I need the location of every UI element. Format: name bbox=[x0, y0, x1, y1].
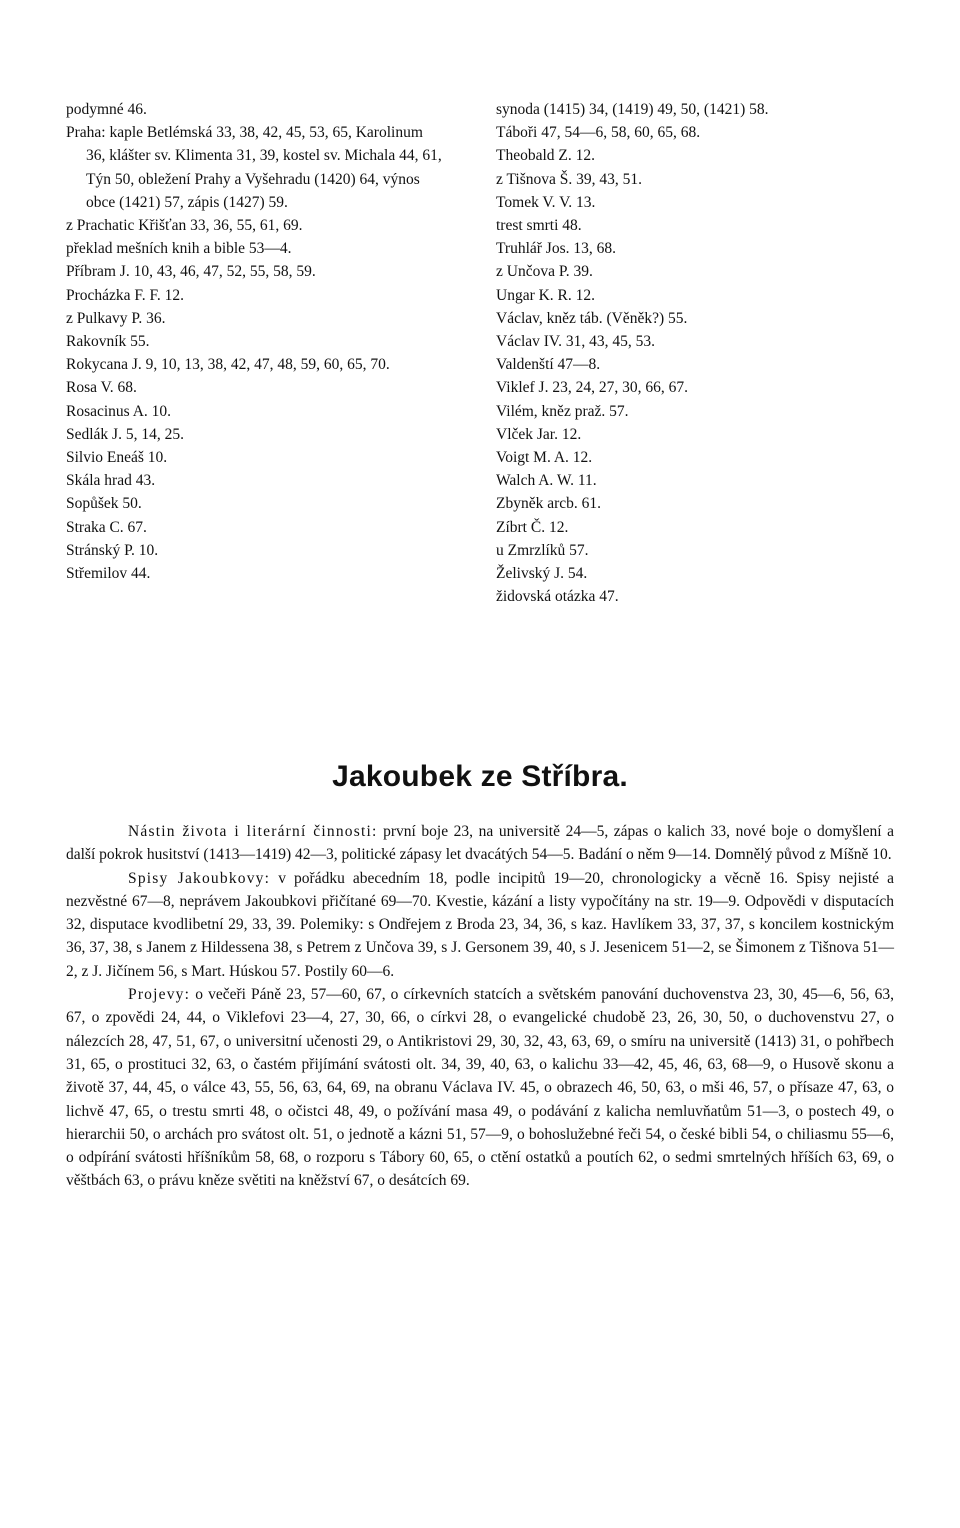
index-entry: Vlček Jar. 12. bbox=[496, 425, 582, 443]
index-entry: Rosa V. 68. bbox=[66, 379, 137, 397]
index-entry: synoda (1415) 34, (1419) 49, 50, (1421) 58. bbox=[496, 101, 769, 118]
index-entry: Theobald Z. 12. bbox=[496, 147, 596, 165]
paragraph-views bbox=[66, 983, 894, 1193]
index-entry: Silvio Eneáš 10. bbox=[66, 449, 168, 467]
index-entry: Rokycana J. 9, 10, 13, 38, 42, 47, 48, 59, 60, 65, 70. bbox=[66, 356, 390, 374]
index-entry: Sedlák J. 5, 14, 25. bbox=[66, 425, 184, 443]
index-entry: Václav IV. 31, 43, 45, 53. bbox=[496, 333, 655, 351]
index-column-right bbox=[496, 98, 916, 608]
paragraph-text: první boje 23, na universitě 24—5, zápas o kalich 33, nové boje o domyšlení a další pokrok husitství (1413—1419) 42—3, politické zápasy let dvacátých 54—5. Badání o něm 9—14. Domnělý původ z Míšně 10. bbox=[66, 823, 895, 864]
index-entry: Střemilov 44. bbox=[66, 565, 151, 583]
index-entry: Straka C. 67. bbox=[66, 518, 147, 536]
index-entry: Václav, kněz táb. (Věněk?) 55. bbox=[496, 309, 688, 327]
paragraph-writings bbox=[66, 867, 894, 983]
index-entry: Stránský P. 10. bbox=[66, 541, 159, 559]
index-entry: Zíbrt Č. 12. bbox=[496, 518, 569, 536]
paragraph-lead: Spisy Jakoubkovy: bbox=[128, 869, 271, 887]
index-entry: Příbram J. 10, 43, 46, 47, 52, 55, 58, 59. bbox=[66, 263, 316, 281]
section-body bbox=[66, 820, 894, 1193]
paragraph-text: o večeři Páně 23, 57—60, 67, o církevních statcích a světském panování duchovenstva 23, 30, 45—6, 56, 63, 67, o zpovědi 24, 44, o Viklefovi 23—4, 27, 30, 66, o církvi 28, o evangelické chudobě 23, 26, 30, 50, o duchovenstvu 27, o nálezcích 28, 47, 51, 67, o universitní učenosti 29, o Antikristovi 29, 30, 32, 43, 63, 69, o smíru na universitě (1413) 31, o pohřbech 31, 65, o prostituci 32, 63, o častém přijímání svátosti olt. 34, 39, 40, 63, o kalichu 33—42, 45, 46, 63, 68—9, o Husově skonu a životě 37, 44, 45, o válce 43, 55, 56, 63, 64, 69, na obranu Václava IV. 45, o obrazech 46, 50, 63, o mši 46, 57, o přísaze 47, 63, o lichvě 47, 65, o trestu smrti 48, o očistci 48, 49, o požívání masa 49, o podávání z kalicha nemluvňatům 51—3, o postech 49, o hierarchii 50, o archách pro svátost olt. 51, o jednotě a kázni 51, 57—9, o bohoslužebné řeči 54, o české bibli 54, o chiliasmu 55—6, o odpírání svátosti hříšníkům 58, 68, o rozporu s Tábory 60, 65, o ctění ostatků a poutích 62, o sedmi smrtelných hříších 63, 69, o věštbách 63, o právu kněze světiti na kněžství 67, o desátcích 69. bbox=[66, 986, 894, 1190]
index-entry: Ungar K. R. 12. bbox=[496, 286, 596, 304]
index-entry: Procházka F. F. 12. bbox=[66, 286, 185, 304]
index-column-left bbox=[66, 98, 446, 585]
index-entry: Táboři 47, 54—6, 58, 60, 65, 68. bbox=[496, 124, 701, 142]
index-entry: podymné 46. bbox=[66, 101, 147, 118]
index-entry: z Unčova P. 39. bbox=[496, 263, 593, 281]
index-entry: Truhlář Jos. 13, 68. bbox=[496, 240, 616, 258]
index-entry: Voigt M. A. 12. bbox=[496, 449, 593, 467]
index-entry: židovská otázka 47. bbox=[496, 588, 619, 606]
index-entry: Viklef J. 23, 24, 27, 30, 66, 67. bbox=[496, 379, 688, 397]
index-entry: z Prachatic Křišťan 33, 36, 55, 61, 69. bbox=[66, 217, 303, 235]
index-entry: Želivský J. 54. bbox=[496, 565, 588, 583]
index-entry: z Tišnova Š. 39, 43, 51. bbox=[496, 170, 642, 188]
index-entry: Rosacinus A. 10. bbox=[66, 402, 172, 420]
index-entry: Tomek V. V. 13. bbox=[496, 193, 596, 211]
index-entry: Zbyněk arcb. 61. bbox=[496, 495, 602, 513]
index-entry: Vilém, kněz praž. 57. bbox=[496, 402, 629, 420]
index-entry: překlad mešních knih a bible 53—4. bbox=[66, 240, 292, 258]
index-entry: Valdenští 47—8. bbox=[496, 356, 601, 374]
index-entry: z Pulkavy P. 36. bbox=[66, 309, 166, 327]
index-entry: Sopůšek 50. bbox=[66, 495, 142, 513]
paragraph-lead: Projevy: bbox=[128, 986, 191, 1004]
index-entry: Rakovník 55. bbox=[66, 333, 150, 351]
section-heading: Jakoubek ze Stříbra. bbox=[332, 760, 628, 793]
index-entry: Walch A. W. 11. bbox=[496, 472, 597, 490]
index-entry: trest smrti 48. bbox=[496, 217, 582, 235]
paragraph-lead: Nástin života i literární činnosti: bbox=[128, 823, 378, 840]
index-entry: u Zmrzlíků 57. bbox=[496, 541, 589, 559]
paragraph-outline bbox=[66, 820, 894, 867]
paragraph-text: v pořádku abecedním 18, podle incipitů 19—20, chronologicky a věcně 16. Spisy nejisté a nezvěstné 67—8, neprávem Jakoubkovi přičítané 69—70. Kvestie, kázání a listy vypočítány na str. 19—9. Odpovědi v disputacích 32, disputace kvodlibetní 29, 33, 39. Polemiky: s Ondřejem z Broda 23, 34, 36, s kaz. Havlíkem 33, 37, 37, s koncilem kostnickým 36, 37, 38, s Janem z Hildessena 38, s Petrem z Unčova 39, s J. Gersonem 39, 40, s J. Jesenicem 51—2, se Šimonem z Tišnova 51—2, z J. Jičínem 56, s Mart. Húskou 57. Postily 60—6. bbox=[66, 869, 895, 980]
index-entry: Praha: kaple Betlémská 33, 38, 42, 45, 53, 65, Karolinum 36, klášter sv. Klimenta 31, 39, kostel sv. Michala 44, 61, Týn 50, obležení Prahy a Vyšehradu (1420) 64, výnos obce (1421) 57, zápis (1427) 59. bbox=[66, 124, 442, 211]
index-entry: Skála hrad 43. bbox=[66, 472, 156, 490]
